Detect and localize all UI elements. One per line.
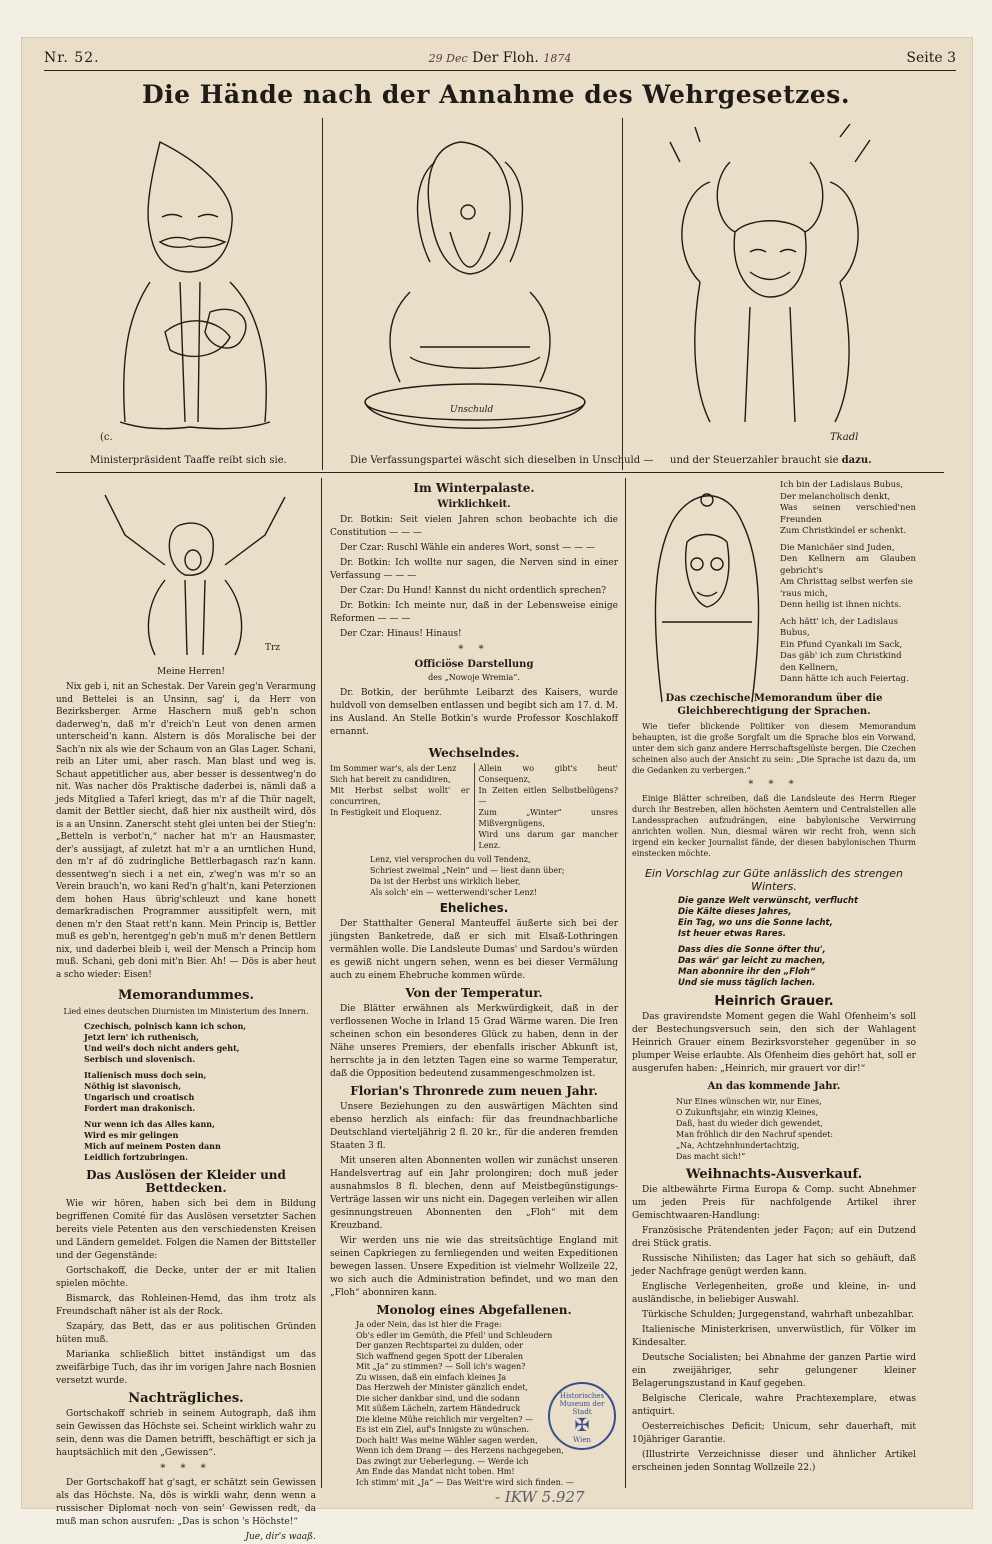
verse-line: Als solch' ein — wetterwendi'scher Lenz! bbox=[370, 888, 538, 897]
verse-line: Wenn ich dem Drang — des Herzens nachgegeben, bbox=[356, 1446, 564, 1455]
florian-heading: Florian's Thronrede zum neuen Jahr. bbox=[350, 1084, 598, 1098]
officioese-heading: Officiöse Darstellung bbox=[414, 659, 534, 670]
wechselndes-heading: Wechselndes. bbox=[428, 746, 520, 760]
column-divider-2 bbox=[625, 478, 626, 1488]
verse-line: Man abonnire ihr den „Floh“ bbox=[678, 966, 816, 977]
masthead bbox=[429, 50, 572, 66]
florian-para: Unsere Beziehungen zu den auswärtigen Mächten sind ebenso herzlich als einfach: für das freundnachbarliche Deutschland vierteljährig 2 fl. 20 kr., für die anderen fremden Staaten 3 fl. bbox=[330, 1102, 618, 1151]
vorschlag-verse bbox=[632, 896, 916, 989]
florian-para: Mit unseren alten Abonnenten wollen wir zunächst unseren Handelsvertrag auf ein Jahr prolongiren; doch muß jeder ausnahmslos 8 fl. blechen, denn auf Meistbegünstigungs-Verträge lassen wir uns nicht ein. Dagegen verleihen wir allen gesinnungstreuen Abonnenten den „Floh“ mit dem Kreuzband. bbox=[330, 1156, 618, 1231]
winterpalast-subheading: Wirklichkeit. bbox=[437, 499, 511, 510]
verse-line: 'raus mich, bbox=[780, 588, 828, 599]
weihnachts-para: Die altbewährte Firma Europa & Comp. sucht Abnehmer um jeden Preis für nachfolgende Artikel ihrer Gemischtwaaren-Handlung: bbox=[632, 1184, 916, 1221]
verse-line: Mit süßem Lächeln, zartem Händedruck bbox=[356, 1404, 521, 1413]
steuerzahler-signature: Tkadl bbox=[830, 432, 859, 443]
verse-line: Sich hat bereit zu candidiren, bbox=[330, 775, 451, 784]
verse-line: Der ganzen Rechtspartei zu dulden, oder bbox=[356, 1341, 524, 1350]
verse-line: Ist heuer etwas Rares. bbox=[678, 928, 786, 939]
temperatur-text: Die Blätter erwähnen als Merkwürdigkeit, daß in der verflossenen Woche in Irland 15 Grad Wärme waren. Die Iren scheinen schon ein besonderes Glück zu haben, denn in der Nähe unseres Premiers, der ebenfalls irischer Abkunft ist, herrschte ja in den letzten Tagen eine so warme Temperatur, daß die Opposition bedeutend zusammengeschmolzen ist. bbox=[330, 1004, 618, 1079]
verse-line: Nur Eines wünschen wir, nur Eines, bbox=[676, 1096, 822, 1106]
nachtraegliches-signature: Jue, dir's waaß. bbox=[245, 1532, 316, 1542]
caption-taaffe: Ministerpräsident Taaffe reibt sich sie. bbox=[90, 455, 287, 466]
taaffe-signature: (c. bbox=[100, 432, 113, 443]
verse-line: Daß, hast du wieder dich gewendet, bbox=[676, 1118, 823, 1128]
kommende-jahr-heading: An das kommende Jahr. bbox=[707, 1080, 841, 1092]
inventory-number: - IKW 5.927 bbox=[495, 1488, 585, 1506]
separator-stars: * * * bbox=[160, 1463, 212, 1474]
verse-line: Zum „Winter“ unsres Mißvergnügens, bbox=[478, 808, 618, 828]
verse-line: Das gäb' ich zum Christkind bbox=[780, 651, 902, 661]
verse-line: Die Manichäer sind Juden, bbox=[780, 542, 895, 553]
florian-para: Wir werden uns nie wie das streitsüchtige England mit seinen Capkriegen zu fernliegenden und weiten Expeditionen bewegen lassen. Unsere Expedition ist vielmehr Wollzeile 22, wo sich auch die Administration befindet, und wo man den „Floh“ abonniren kann. bbox=[330, 1236, 618, 1298]
verse-line: Die Kälte dieses Jahres, bbox=[678, 906, 792, 917]
verse-line: den Kellnern, bbox=[780, 662, 838, 673]
verse-line: Bubus, bbox=[780, 628, 810, 638]
grauer-text: Das gravirendste Moment gegen die Wahl Ofenheim's soll der Bestechungsversuch sein, den sich der Wahlagent Heinrich Grauer einem Bezirksvorsteher gegenüber in so plumper Weise erlaubte. Als Ofenheim dies gehört hat, soll er ausgerufen haben: „Heinrich, mir grauert vor dir!“ bbox=[632, 1011, 916, 1074]
verse-line: Da ist der Herbst uns wirklich lieber, bbox=[370, 877, 521, 886]
verse-line: Mit „Ja“ zu stimmen? — Soll ich's wagen? bbox=[356, 1362, 526, 1371]
ausloesen-para: Szapáry, das Bett, das er aus politischen Gründen hüten muß. bbox=[56, 1322, 316, 1345]
verse-line: O Zukunftsjahr, ein winzig Kleines, bbox=[676, 1107, 819, 1117]
caption-steuerzahler-b: dazu. bbox=[841, 455, 872, 466]
verse-line: In Festigkeit und Eloquenz. bbox=[330, 808, 442, 817]
caption-steuerzahler bbox=[670, 455, 872, 466]
verse-line: Der melancholisch denkt, bbox=[780, 491, 891, 502]
wechselndes-col-a bbox=[330, 763, 475, 851]
verse-line: Das wär' gar leicht zu machen, bbox=[678, 955, 826, 966]
verse-line: Zum Christkindel er schenkt. bbox=[780, 526, 907, 536]
verse-line: Das zwingt zur Ueberlegung. — Werde ich bbox=[356, 1456, 529, 1466]
weihnachts-para: Französische Prätendenten jeder Façon; auf ein Dutzend drei Stück gratis. bbox=[632, 1225, 916, 1249]
winterpalast-heading: Im Winterpalaste. bbox=[413, 481, 535, 495]
verse-line: Wird uns darum gar mancher Lenz. bbox=[478, 830, 618, 850]
wechselndes-col-b bbox=[475, 763, 619, 851]
speech-text: Nix geb i, nit an Schestak. Der Varein geg'n Verarmung und Bettelei is an Unsinn, sag' i, da Herr von Bezirksberger. Arme Haschern muß geb'n schon daderweg'n, daß m'r d'reich'n Leut von denen armen unterscheid'n kann. Alstern is dös Moralische bei der Sach'n nix als wie der Schaum von an Glas Lager. Schani, reib an Liter umi, aber rasch. Man blast und weg is. Schaut appetitlicher aus, aber besser is dessentweg'n do nit. Was nacher dös Praktische daderbei is, nämli daß a jeds Mitglied a Taferl kriegt, das m'r af die Thür nagelt, damit der Bettler siecht, daß hier nix austheilt wird, dös is a an Unsinn. Zanerscht steht glei unten bei der Stieg'n: „Betteln is verbot'n,“ nacher hat m'r an Hausmaster, der's aussijagt, af zuletzt hat m'r a an urntlichen Hund, den m'r af dö zudringliche Bettlerbagasch raz'n kann. dessentweg'n siech i a net ein, z'weg'n was m'r so an Verein brauch'n, wo kani Red'n g'halt'n, kani Peterzionen dem hohen Haus übrig'schleuzt und kane honett demarkradischen Programmer aussitipfelt wern, mit denen m'r den Staat rett'n kann. Mein Princip is, Bettler muß es geb'n, herentgeg'n geb'n muß m'r denen Bettlern nix, und daderbei bleib i, weil der Mensch a Princip hom muß. Schani, geb doni mit'n Bier. Ah! — Dös is aber heut a scho wieder: Eisen! bbox=[56, 682, 316, 980]
verse-line: Lenz, viel versprochen du voll Tendenz, bbox=[370, 855, 531, 864]
verse-line: Nöthig ist slavonisch, bbox=[84, 1081, 182, 1091]
cartoon-yawning-man bbox=[85, 485, 305, 660]
verse-line: Mit Herbst selbst wollt' er concurriren, bbox=[330, 786, 470, 806]
verse-line: Zu wissen, daß ein einfach kleines Ja bbox=[356, 1372, 507, 1382]
verse-line: Das Herzweh der Minister gänzlich endet, bbox=[356, 1383, 529, 1392]
verse-line: Die sicher dankbar sind, und die sodann bbox=[356, 1393, 520, 1403]
temperatur-heading: Von der Temperatur. bbox=[405, 986, 543, 1000]
nachtraegliches-para: Der Gortschakoff hat g'sagt, er schätzt sein Gewissen als das Höchste. Na, dös is wirkli wahr, denn wenn a russischer Diplomat noch von sein' Gewissen redt, da muß man schon ausrufen: „Das is schon 's Höchste!“ bbox=[56, 1478, 316, 1527]
ausloesen-para: Bismarck, das Rohleinen-Hemd, das ihm trotz als Freundschaft näher ist als der Rock. bbox=[56, 1294, 316, 1317]
speech-heading: Meine Herren! bbox=[157, 667, 225, 677]
left-column bbox=[56, 666, 316, 1542]
caption-verfassungspartei: Die Verfassungspartei wäscht sich dieselben in Unschuld — bbox=[350, 455, 654, 466]
handwritten-date: 29 Dec bbox=[428, 52, 468, 65]
grauer-heading: Heinrich Grauer. bbox=[714, 993, 834, 1009]
cartoon-verfassungspartei bbox=[340, 122, 610, 452]
memorandummes-verse bbox=[56, 1021, 316, 1163]
weihnachts-para: Türkische Schulden; Jurgegenstand, wahrhaft unbezahlbar. bbox=[642, 1309, 914, 1320]
verse-line: Allein wo gibt's heut' Consequenz, bbox=[478, 764, 618, 784]
cartoon-taaffe bbox=[90, 122, 310, 452]
eheliches-heading: Eheliches. bbox=[439, 901, 509, 915]
kommende-jahr-verse bbox=[632, 1096, 916, 1162]
verse-line: „Na, Achtzehnhundertachtzig, bbox=[676, 1140, 800, 1150]
monolog-heading: Monolog eines Abgefallenen. bbox=[376, 1303, 572, 1317]
verse-line: Sich waffnend gegen Spott der Liberalen bbox=[356, 1351, 524, 1361]
verse-line: Jetzt lern' ich ruthenisch, bbox=[84, 1032, 199, 1042]
header-rule bbox=[44, 70, 956, 71]
separator-stars: * * * bbox=[748, 778, 800, 790]
ausloesen-para: Marianka schließlich bittet inständigst um das zweifärbige Tuch, das ihr im vorigen Jahre nach Bosnien versetzt wurde. bbox=[56, 1350, 316, 1386]
weihnachts-para: Oesterreichisches Deficit; Unicum, sehr dauerhaft, mit 10jähriger Garantie. bbox=[632, 1421, 916, 1445]
wechselndes-verse bbox=[330, 763, 618, 851]
weihnachts-para: (Illustrirte Verzeichnisse dieser und ähnlicher Artikel erscheinen jeden Sonntag Wollzeile 22.) bbox=[632, 1449, 916, 1473]
verse-line: Ob's edler im Gemüth, die Pfeil' und Schleudern bbox=[356, 1330, 553, 1340]
verse-line: Man fröhlich dir den Nachruf spendet: bbox=[676, 1129, 834, 1139]
middle-column bbox=[330, 478, 618, 1488]
verse-line: Ich bin der Ladislaus Bubus, bbox=[780, 480, 904, 490]
verse-line: Ein Tag, wo uns die Sonne lacht, bbox=[678, 917, 833, 928]
page-header bbox=[44, 50, 956, 70]
separator-stars: * * bbox=[458, 644, 490, 655]
verse-line: Die ganze Welt verwünscht, verflucht bbox=[678, 895, 859, 906]
verse-line: Nur wenn ich das Alles kann, bbox=[84, 1119, 215, 1129]
verse-line: Dass dies die Sonne öfter thu', bbox=[678, 944, 826, 955]
panel-bottom-rule bbox=[56, 472, 944, 473]
verse-line: Italienisch muss doch sein, bbox=[84, 1070, 207, 1080]
verse-line: Am Christtag selbst werfen sie bbox=[780, 577, 913, 587]
verse-line: Fordert man drakonisch. bbox=[84, 1103, 196, 1113]
wechselndes-verse-c bbox=[330, 854, 618, 898]
verse-line: Ungarisch und croatisch bbox=[84, 1092, 195, 1102]
handwritten-year: 1874 bbox=[543, 52, 572, 65]
cartoon-steuerzahler bbox=[640, 122, 900, 452]
verse-line: Und weil's doch nicht anders geht, bbox=[84, 1043, 240, 1053]
paper-name: Der Floh. bbox=[472, 50, 539, 66]
weihnachts-para: Russische Nihilisten; das Lager hat sich so gehäuft, daß jeder Nachfrage genügt werden kann. bbox=[632, 1253, 916, 1277]
winterpalast-line: Dr. Botkin: Ich meinte nur, daß in der Lebensweise einige Reformen — — — bbox=[330, 601, 618, 624]
ausloesen-heading: Das Auslösen der Kleider und Bettdecken. bbox=[86, 1168, 286, 1195]
page-number: Seite 3 bbox=[906, 50, 956, 66]
page-title: Die Hände nach der Annahme des Wehrgesetzes. bbox=[141, 80, 851, 109]
winterpalast-line: Der Czar: Hinaus! Hinaus! bbox=[340, 629, 462, 639]
ladislaus-verse bbox=[632, 480, 916, 686]
verse-line: Serbisch und slovenisch. bbox=[84, 1054, 196, 1064]
column-divider-1 bbox=[321, 478, 322, 1488]
verse-line: Czechisch, polnisch kann ich schon, bbox=[84, 1021, 247, 1031]
verse-line: Es ist ein Ziel, auf's Innigste zu wünschen. bbox=[356, 1425, 530, 1434]
verse-line: Und sie muss täglich lachen. bbox=[678, 977, 816, 988]
verse-line: Ich stimm' mit „Ja“ — Das Weit're wird sich finden. — bbox=[356, 1477, 574, 1487]
verse-line: Leidlich fortzubringen. bbox=[84, 1152, 188, 1162]
weihnachts-para: Englische Verlegenheiten, große und kleine, in- und ausländische, in beliebiger Auswahl. bbox=[632, 1281, 916, 1305]
czech-memorandum-heading: Das czechische Memorandum über die Gleichberechtigung der Sprachen. bbox=[665, 692, 883, 717]
museum-stamp bbox=[548, 1382, 616, 1450]
winterpalast-line: Dr. Botkin: Ich wollte nur sagen, die Nerven sind in einer Verfassung — — — bbox=[330, 558, 618, 581]
winterpalast-line: Der Czar: Ruschl Wähle ein anderes Wort, sonst — — — bbox=[340, 543, 595, 553]
verse-line: Ja oder Nein, das ist hier die Frage: bbox=[356, 1320, 502, 1329]
yawning-man-signature: Trz bbox=[265, 643, 281, 653]
vorschlag-heading: Ein Vorschlag zur Güte anlässlich des strengen Winters. bbox=[644, 866, 904, 893]
ausloesen-para: Wie wir hören, haben sich bei dem in Bildung begriffenen Comité für das Auslösen versetzter Sachen bereits viele Petenten aus den verschiedensten Kreisen und Ländern gemeldet. Folgen die Namen der Bittsteller und der Gegenstände: bbox=[56, 1199, 316, 1261]
stamp-bottom-text: Wien bbox=[573, 1436, 591, 1444]
verse-line: Den Kellnern am Glauben gebricht's bbox=[780, 554, 916, 576]
officioese-subtitle: des „Nowoje Wremia“. bbox=[428, 673, 520, 682]
officioese-text: Dr. Botkin, der berühmte Leibarzt des Kaisers, wurde huldvoll von demselben entlassen und begibt sich am 17. d. M. ins Ausland. An Stelle Botkin's wurde Professor Koschlakoff ernannt. bbox=[330, 688, 618, 737]
verse-line: Wird es mir gelingen bbox=[84, 1130, 179, 1140]
verse-line: Am Ende das Mandat nicht toben. Hm! bbox=[356, 1467, 515, 1476]
nachtraegliches-para: Gortschakoff schrieb in seinem Autograph, daß ihm sein Gewissen das Höchste sei. Scheint wirklich wahr zu sein, denn was die Damen betrifft, beschäftigt er sich ja hauptsächlich mit den „Gewissen“. bbox=[56, 1409, 316, 1458]
eheliches-text: Der Statthalter General Manteuffel äußerte sich bei der jüngsten Banketrede, daß er sich mit Elsaß-Lothringen vermählen wolle. Die Landsleute Dumas' und Sardou's würden es gewiß nicht ungern sehen, wenn es bei dieser Vermälung auch zu einem Ehebruche kommen würde. bbox=[330, 919, 618, 981]
memorandummes-heading: Memorandummes. bbox=[118, 988, 254, 1003]
caption-steuerzahler-a: und der Steuerzahler braucht sie bbox=[670, 455, 839, 466]
nachtraegliches-heading: Nachträgliches. bbox=[128, 1391, 244, 1406]
verse-line: Dann hätte ich auch Feiertag. bbox=[780, 674, 909, 684]
verse-line: Im Sommer war's, als der Lenz bbox=[330, 764, 457, 773]
verse-line: Doch halt! Was meine Wähler sagen werden, bbox=[356, 1435, 538, 1445]
verse-line: Ein Pfund Cyankali im Sack, bbox=[780, 639, 903, 650]
weihnachts-para: Deutsche Socialisten; bei Abnahme der ganzen Partie wird ein zweijähriger, sehr gelungener kleiner Belagerungszustand in Kauf gegeben. bbox=[632, 1352, 916, 1389]
czech-memorandum-para: Wie tiefer blickende Politiker von diesem Memorandum behaupten, ist die große Sorgfalt um die Sprache blos ein Vorwand, unter dem sich ganz andere Herrschaftsgelüste bergen. Die Czechen scheinen also auch der Ansicht zu sein: „Die Sprache ist dazu da, um die Gedanken zu verbergen.“ bbox=[632, 721, 916, 775]
panel-divider-1 bbox=[322, 118, 323, 470]
weihnachts-para: Belgische Clericale, wahre Prachtexemplare, etwas antiquirt. bbox=[632, 1393, 916, 1417]
weihnachts-heading: Weihnachts-Ausverkauf. bbox=[685, 1166, 863, 1182]
winterpalast-line: Dr. Botkin: Seit vielen Jahren schon beobachte ich die Constitution — — — bbox=[330, 515, 618, 538]
czech-memorandum-para: Einige Blätter schreiben, daß die Landsleute des Herrn Rieger durch ihr Bestreben, allen höchsten Aemtern und Centralstellen alle Landessprachen aufzudrängen, eine babylonische Verwirrung anrichten wollen. Nun, diesmal wären wir recht froh, wenn sich irgend ein kecker Journalist fände, der diesen babylonischen Thurm einstecken möchte. bbox=[632, 793, 916, 858]
verse-line: Das macht sich!“ bbox=[676, 1151, 746, 1161]
stamp-eagle-icon: ✠ bbox=[574, 1415, 590, 1436]
memorandummes-subtitle: Lied eines deutschen Diurnisten im Ministerium des Innern. bbox=[63, 1007, 309, 1016]
verse-line: Ach hätt' ich, der Ladislaus bbox=[780, 616, 898, 627]
weihnachts-para: Italienische Ministerkrisen, unverwüstlich, für Völker im Kindesalter. bbox=[632, 1324, 916, 1348]
basin-label: Unschuld bbox=[450, 405, 494, 415]
verse-line: Denn heilig ist ihnen nichts. bbox=[780, 600, 902, 610]
verse-line: In Zeiten eitlen Selbstbelügens? — bbox=[478, 786, 618, 806]
panel-divider-2 bbox=[622, 118, 623, 470]
verse-line: Mich auf meinem Posten dann bbox=[84, 1141, 221, 1151]
stamp-top-text: Historisches Museum der Stadt bbox=[559, 1392, 605, 1416]
issue-number: Nr. 52. bbox=[44, 50, 100, 66]
winterpalast-line: Der Czar: Du Hund! Kannst du nicht ordentlich sprechen? bbox=[340, 586, 607, 596]
right-column bbox=[632, 480, 916, 1490]
verse-line: Schriest zweimal „Nein“ und — liest dann über; bbox=[370, 866, 565, 875]
verse-line: Was seinen verschied'nen Freunden bbox=[780, 503, 916, 525]
verse-line: Die kleine Mühe reichlich mir vergelten? — bbox=[356, 1414, 534, 1424]
ausloesen-para: Gortschakoff, die Decke, unter der er mit Italien spielen möchte. bbox=[56, 1266, 316, 1289]
